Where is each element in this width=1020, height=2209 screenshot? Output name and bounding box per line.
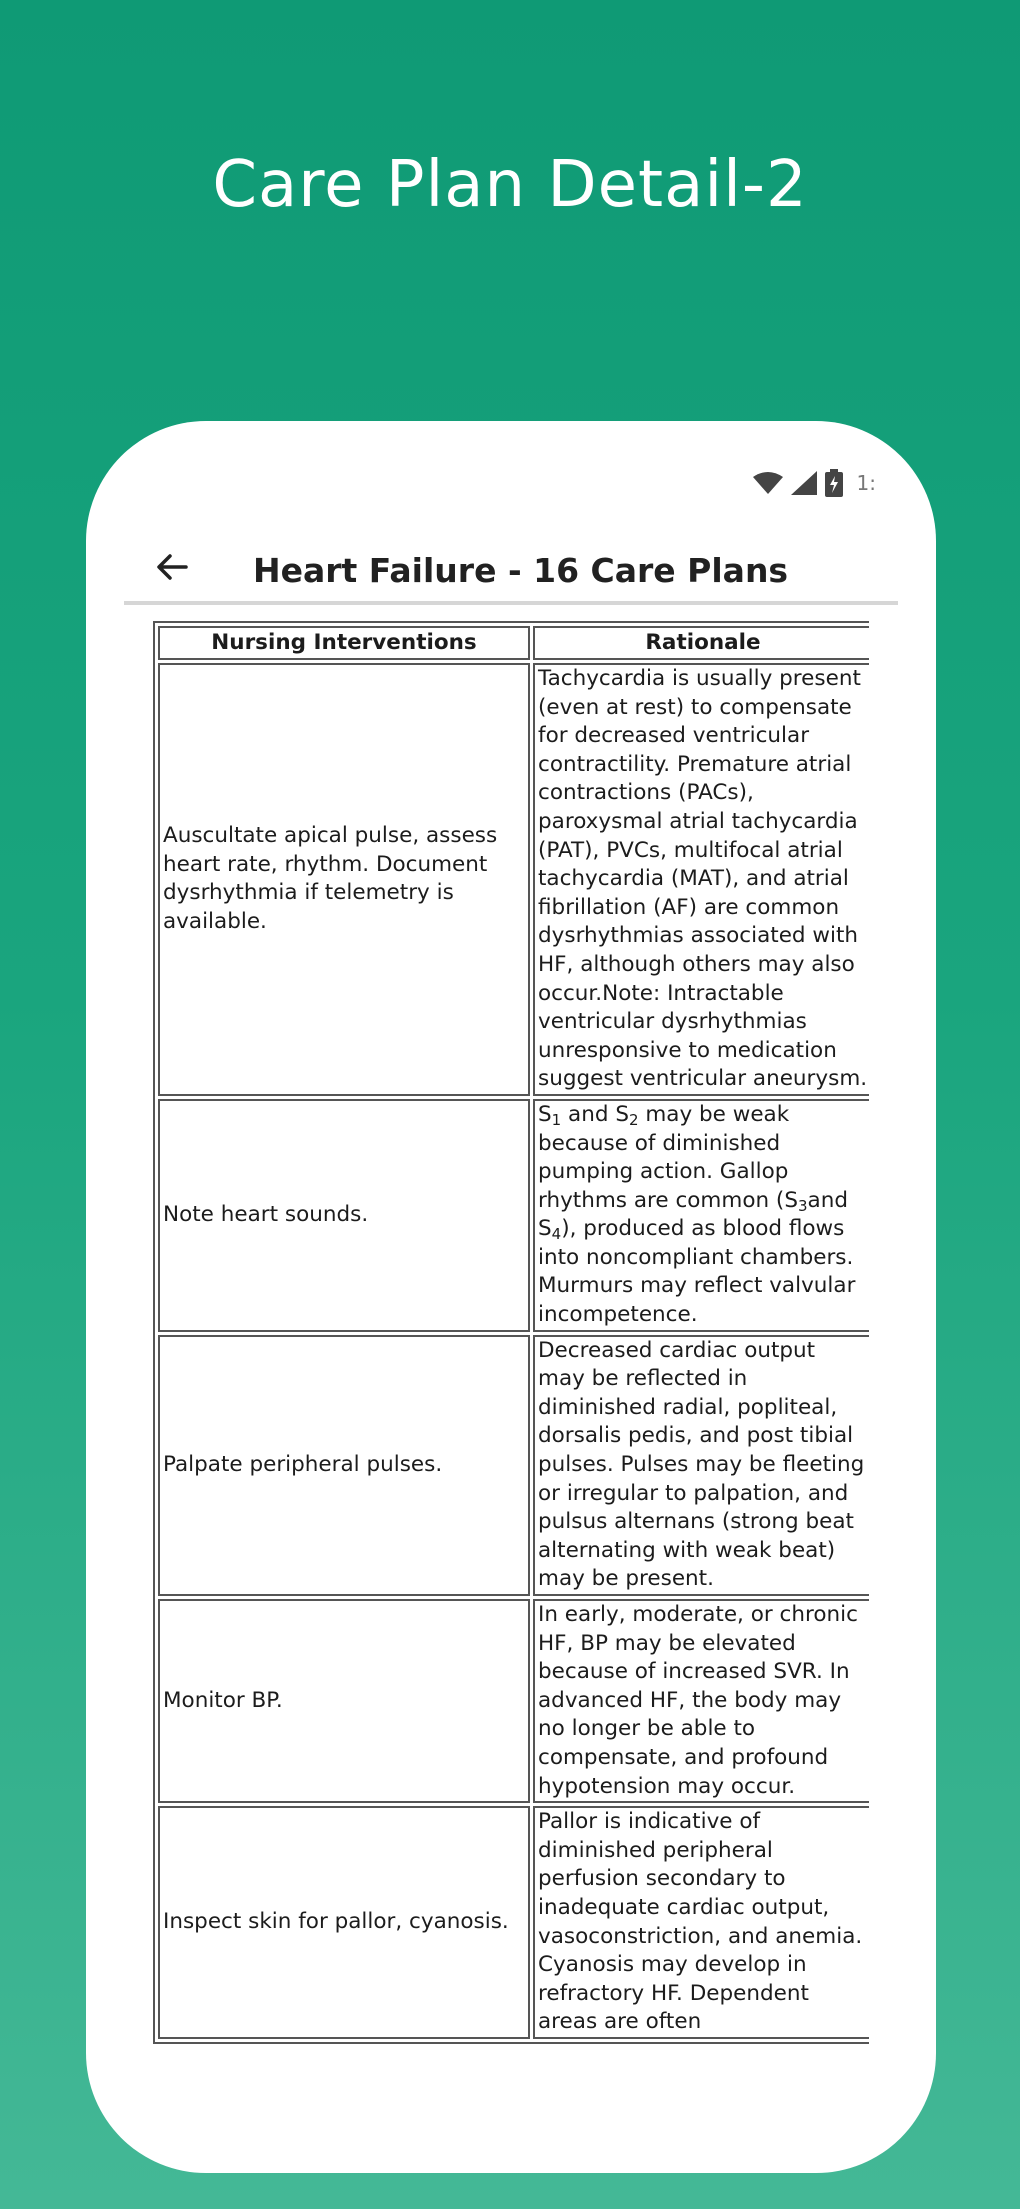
intervention-cell: Monitor BP. <box>158 1599 530 1803</box>
rationale-cell: Decreased cardiac output may be reflected in diminished radial, popliteal, dorsalis pedis, and post tibial pulses. Pulses may be fleeting or irregular to palpation, and pulsus alternans (strong beat alternating with weak beat) may be present. <box>533 1335 869 1596</box>
table-row <box>158 1599 869 1803</box>
rationale-cell: Tachycardia is usually present (even at rest) to compensate for decreased ventricular contractility. Premature atrial contractions (PACs), paroxysmal atrial tachycardia (PAT), PVCs, multifocal atrial tachycardia (MAT), and atrial fibrillation (AF) are common dysrhythmias associated with HF, although others may also occur.Note: Intractable ventricular dysrhythmias unresponsive to medication suggest ventricular aneurysm. <box>533 663 869 1096</box>
rationale-cell: $S_1$ and $S_2$ may be weak because of diminished pumping action. Gallop rhythms are common ($S_3and$ $S_4$), produced as blood flows into noncompliant chambers. Murmurs may reflect valvular incompetence. <box>533 1099 869 1332</box>
care-plan-content[interactable] <box>153 621 869 2161</box>
intervention-cell: Note heart sounds. <box>158 1099 530 1332</box>
app-bar <box>86 521 936 621</box>
battery-charging-icon <box>825 469 843 497</box>
wifi-icon <box>753 472 783 494</box>
intervention-cell: Auscultate apical pulse, assess heart rate, rhythm. Document dysrhythmia if telemetry is available. <box>158 663 530 1096</box>
page-title: Heart Failure - 16 Care Plans <box>253 551 789 590</box>
intervention-cell: Inspect skin for pallor, cyanosis. <box>158 1806 530 2039</box>
table-header-row <box>158 626 869 660</box>
column-header-rationale: Rationale <box>533 626 869 660</box>
arrow-left-icon <box>156 553 188 586</box>
promo-headline: Care Plan Detail-2 <box>212 148 808 222</box>
rationale-cell: In early, moderate, or chronic HF, BP may be elevated because of increased SVR. In advanced HF, the body may no longer be able to compensate, and profound hypotension may occur. <box>533 1599 869 1803</box>
appbar-divider <box>124 601 898 605</box>
back-button[interactable] <box>150 547 194 591</box>
intervention-cell: Palpate peripheral pulses. <box>158 1335 530 1596</box>
table-row <box>158 1806 869 2039</box>
table-row <box>158 1335 869 1596</box>
status-bar <box>753 466 876 500</box>
status-clock: 1: <box>856 471 876 495</box>
phone-frame <box>86 421 936 2173</box>
rationale-cell: Pallor is indicative of diminished peripheral perfusion secondary to inadequate cardiac output, vasoconstriction, and anemia. Cyanosis may develop in refractory HF. Dependent areas are often <box>533 1806 869 2039</box>
table-row <box>158 1099 869 1332</box>
signal-icon <box>791 471 817 495</box>
care-plan-table <box>153 621 869 2044</box>
column-header-interventions: Nursing Interventions <box>158 626 530 660</box>
table-row <box>158 663 869 1096</box>
